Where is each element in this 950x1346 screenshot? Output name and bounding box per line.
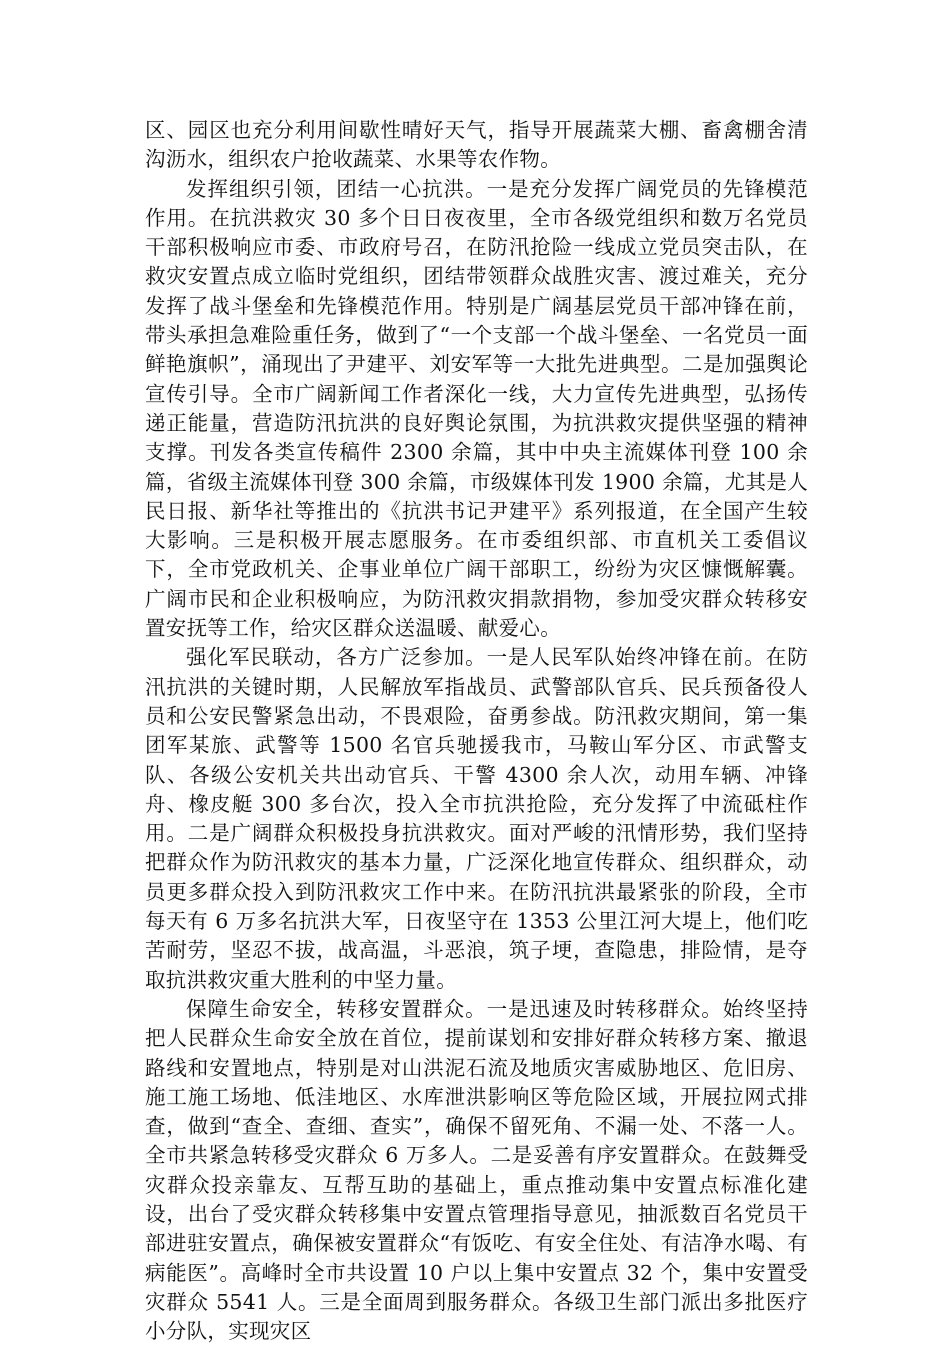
- paragraph-life-safety: 保障生命安全，转移安置群众。一是迅速及时转移群众。始终坚持把人民群众生命安全放在首位，提前谋划和安排好群众转移方案、撤退路线和安置地点，特别是对山洪泥石流及地质灾害威胁地区、危旧房、施工施工场地、低洼地区、水库泄洪影响区等危险区域，开展拉网式排查，做到“查全、查细、查实”，确保不留死角、不漏一处、不落一人。全市共紧急转移受灾群众 6 万多人。二是妥善有序安置群众。在鼓舞受灾群众投亲靠友、互帮互助的基础上，重点推动集中安置点标准化建设，出台了受灾群众转移集中安置点管理指导意见，抽派数百名党员干部进驻安置点，确保被安置群众“有饭吃、有安全住处、有洁净水喝、有病能医”。高峰时全市共设置 10 户以上集中安置点 32 个，集中安置受灾群众 5541 人。三是全面周到服务群众。各级卫生部门派出多批医疗小分队，实现灾区: [145, 996, 808, 1344]
- paragraph-organization-leadership: 发挥组织引领，团结一心抗洪。一是充分发挥广阔党员的先锋模范作用。在抗洪救灾 30 多个日日夜夜里，全市各级党组织和数万名党员干部积极响应市委、市政府号召，在防汛抢险一线成立党员突击队，在救灾安置点成立临时党组织，团结带领群众战胜灾害、渡过难关，充分发挥了战斗堡垒和先锋模范作用。特别是广阔基层党员干部冲锋在前，带头承担急难险重任务，做到了“一个支部一个战斗堡垒、一名党员一面鲜艳旗帜”，涌现出了尹建平、刘安军等一大批先进典型。二是加强舆论宣传引导。全市广阔新闻工作者深化一线，大力宣传先进典型，弘扬传递正能量，营造防汛抗洪的良好舆论氛围，为抗洪救灾提供坚强的精神支撑。刊发各类宣传稿件 2300 余篇，其中中央主流媒体刊登 100 余篇，省级主流媒体刊登 300 余篇，市级媒体刊发 1900 余篇，尤其是人民日报、新华社等推出的《抗洪书记尹建平》系列报道，在全国产生较大影响。三是积极开展志愿服务。在市委组织部、市直机关工委倡议下，全市党政机关、企事业单位广阔干部职工，纷纷为灾区慷慨解囊。广阔市民和企业积极响应，为防汛救灾捐款捐物，参加受灾群众转移安置安抚等工作，给灾区群众送温暖、献爱心。: [145, 176, 808, 641]
- document-body: [145, 116, 808, 1346]
- paragraph-military-civilian: 强化军民联动，各方广泛参加。一是人民军队始终冲锋在前。在防汛抗洪的关键时期，人民解放军指战员、武警部队官兵、民兵预备役人员和公安民警紧急出动，不畏艰险，奋勇参战。防汛救灾期间，第一集团军某旅、武警等 1500 名官兵驰援我市，马鞍山军分区、市武警支队、各级公安机关共出动官兵、干警 4300 余人次，动用车辆、冲锋舟、橡皮艇 300 多台次，投入全市抗洪抢险，充分发挥了中流砥柱作用。二是广阔群众积极投身抗洪救灾。面对严峻的汛情形势，我们坚持把群众作为防汛救灾的基本力量，广泛深化地宣传群众、组织群众，动员更多群众投入到防汛救灾工作中来。在防汛抗洪最紧张的阶段，全市每天有 6 万多名抗洪大军，日夜坚守在 1353 公里江河大堤上，他们吃苦耐劳，坚忍不拔，战高温，斗恶浪，筑子埂，查隐患，排险情，是夺取抗洪救灾重大胜利的中坚力量。: [145, 645, 808, 992]
- paragraph-continuation: 区、园区也充分利用间歇性晴好天气，指导开展蔬菜大棚、畜禽棚舍清沟沥水，组织农户抢收蔬菜、水果等农作物。: [145, 118, 808, 172]
